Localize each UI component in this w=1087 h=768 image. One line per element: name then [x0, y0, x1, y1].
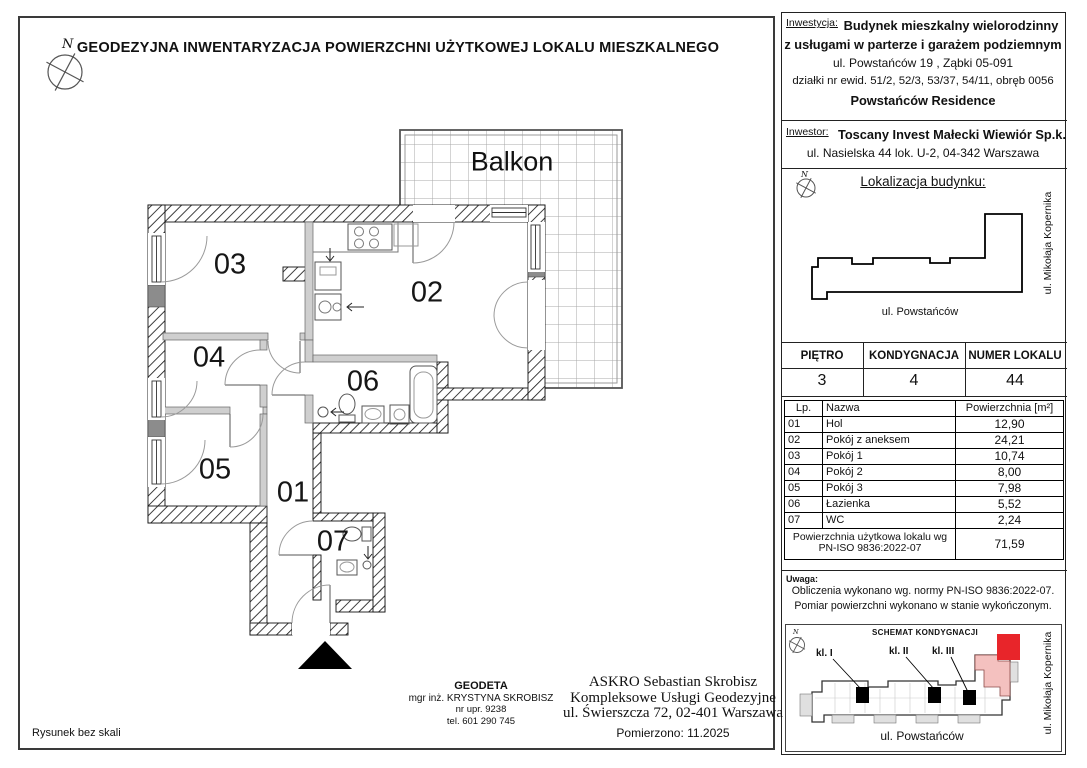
company-block: [556, 675, 790, 741]
surveyor-license: nr upr. 9238: [455, 704, 507, 715]
area-header-powierzchnia: Powierzchnia [m²]: [956, 401, 1064, 417]
room-label-03: 03: [213, 248, 247, 281]
unit-value-kondygnacja: 4: [909, 372, 919, 389]
area-cell-lp: 02: [785, 433, 823, 449]
area-cell-nazwa: Pokój 3: [823, 481, 956, 497]
area-cell-nazwa: Pokój 1: [823, 449, 956, 465]
schematic-street-right: ul. Mikołaja Kopernika: [1042, 631, 1054, 735]
page-title: GEODEZYJNA INWENTARYZACJA POWIERZCHNI UŻYTKOWEJ LOKALU MIESZKALNEGO: [76, 40, 720, 56]
investment-line1: Budynek mieszkalny wielorodzinny: [843, 18, 1059, 33]
unit-header-kondygnacja: KONDYGNACJA: [868, 350, 960, 362]
compass-north-label: N: [62, 37, 74, 52]
area-cell-nazwa: Łazienka: [823, 497, 956, 513]
unit-value-numer: 44: [1006, 372, 1024, 389]
company-address: ul. Świerszcza 72, 02-401 Warszawa: [562, 705, 784, 721]
surveyor-block: [400, 681, 562, 727]
area-header-nazwa: Nazwa: [823, 401, 956, 417]
area-cell-lp: 03: [785, 449, 823, 465]
area-table-header-row: [785, 401, 1064, 417]
company-services: Kompleksowe Usługi Geodezyjne: [570, 689, 776, 706]
location-title: Lokalizacja budynku:: [860, 174, 986, 189]
location-compass-north: N: [801, 170, 808, 179]
investment-line4: działki nr ewid. 51/2, 52/3, 53/37, 54/11, obręb 0056: [792, 75, 1054, 87]
investor-line1: Toscany Invest Małecki Wiewiór Sp.k.: [838, 127, 1066, 142]
area-cell-powierzchnia: 8,00: [956, 465, 1064, 481]
location-map: [791, 173, 1022, 299]
investment-label: Inwestycja:: [786, 17, 838, 29]
area-header-lp: Lp.: [785, 401, 823, 417]
area-cell-powierzchnia: 2,24: [956, 513, 1064, 529]
room-label-02: 02: [410, 276, 444, 309]
area-cell-lp: 04: [785, 465, 823, 481]
area-total-label-line1: Powierzchnia użytkowa lokalu wg: [792, 532, 948, 544]
area-cell-nazwa: Pokój 2: [823, 465, 956, 481]
room-label-01: 01: [276, 476, 310, 509]
area-cell-powierzchnia: 5,52: [956, 497, 1064, 513]
area-cell-powierzchnia: 7,98: [956, 481, 1064, 497]
room-label-05: 05: [198, 453, 232, 486]
stairwell-label-2: kl. II: [889, 646, 909, 657]
note-line2: Pomiar powierzchni wykonano w stanie wykończonym.: [794, 600, 1052, 612]
note-label: Uwaga:: [786, 574, 819, 584]
area-table-row: [785, 481, 1064, 497]
panel-divider: [781, 120, 1067, 121]
note-line1: Obliczenia wykonano wg. normy PN-ISO 9836:2022-07.: [791, 585, 1055, 597]
area-table-footer-row: [785, 529, 1064, 560]
room-label-06: 06: [346, 365, 380, 398]
stairwell-label-1: kl. I: [816, 648, 833, 659]
investment-line5: Powstańców Residence: [850, 93, 996, 108]
measured-date: Pomierzono: 11.2025: [616, 725, 730, 740]
area-cell-powierzchnia: 12,90: [956, 417, 1064, 433]
area-total-label-line2: PN-ISO 9836:2022-07: [818, 543, 922, 554]
area-table-row: [785, 417, 1064, 433]
schematic-highlight-balcony: [997, 634, 1020, 660]
location-building-outline: [812, 214, 1022, 299]
area-table-row: [785, 449, 1064, 465]
area-cell-nazwa: Pokój z aneksem: [823, 433, 956, 449]
area-table-row: [785, 513, 1064, 529]
location-street-right: ul. Mikołaja Kopernika: [1042, 191, 1054, 295]
area-total-label: [785, 529, 956, 560]
room-label-04: 04: [192, 341, 226, 374]
unit-table-row-divider: [781, 368, 1067, 369]
area-table: [784, 400, 1064, 560]
panel-divider: [781, 168, 1067, 169]
area-cell-powierzchnia: 10,74: [956, 449, 1064, 465]
panel-divider: [781, 570, 1067, 571]
schematic-compass-icon: [785, 633, 809, 657]
area-table-row: [785, 465, 1064, 481]
area-cell-nazwa: WC: [823, 513, 956, 529]
location-street-bottom: ul. Powstańców: [881, 306, 959, 318]
unit-header-pietro: PIĘTRO: [800, 350, 844, 362]
schematic-street-bottom: ul. Powstańców: [880, 729, 964, 743]
area-table-row: [785, 433, 1064, 449]
balcony-label: Balkon: [470, 146, 554, 177]
area-table-row: [785, 497, 1064, 513]
panel-divider: [781, 396, 1067, 397]
area-cell-lp: 01: [785, 417, 823, 433]
surveyor-phone: tel. 601 290 745: [446, 715, 516, 727]
area-cell-lp: 06: [785, 497, 823, 513]
area-cell-lp: 05: [785, 481, 823, 497]
surveyor-title: GEODETA: [454, 680, 508, 692]
area-cell-nazwa: Hol: [823, 417, 956, 433]
investment-line2: z usługami w parterze i garażem podziemnym: [784, 37, 1062, 52]
apartment-floor: [148, 205, 545, 635]
investor-label: Inwestor:: [786, 126, 829, 138]
schematic-compass-north: N: [793, 628, 799, 636]
investment-line3: ul. Powstańców 19 , Ząbki 05-091: [832, 56, 1014, 70]
surveyor-name: mgr inż. KRYSTYNA SKROBISZ: [408, 692, 554, 704]
investor-line2: ul. Nasielska 44 lok. U-2, 04-342 Warszawa: [806, 146, 1040, 160]
scale-note: Rysunek bez skali: [32, 727, 121, 739]
schematic-title: SCHEMAT KONDYGNACJI: [871, 628, 978, 637]
company-name: ASKRO Sebastian Skrobisz: [588, 674, 758, 690]
room-label-07: 07: [316, 525, 350, 558]
area-cell-powierzchnia: 24,21: [956, 433, 1064, 449]
stairwell-label-3: kl. III: [932, 646, 955, 657]
panel-divider: [781, 342, 1067, 343]
area-total-value: 71,59: [956, 529, 1064, 560]
unit-header-numer: NUMER LOKALU: [968, 350, 1062, 362]
entry-arrow-icon: [298, 641, 352, 669]
area-cell-lp: 07: [785, 513, 823, 529]
unit-value-pietro: 3: [817, 372, 827, 389]
